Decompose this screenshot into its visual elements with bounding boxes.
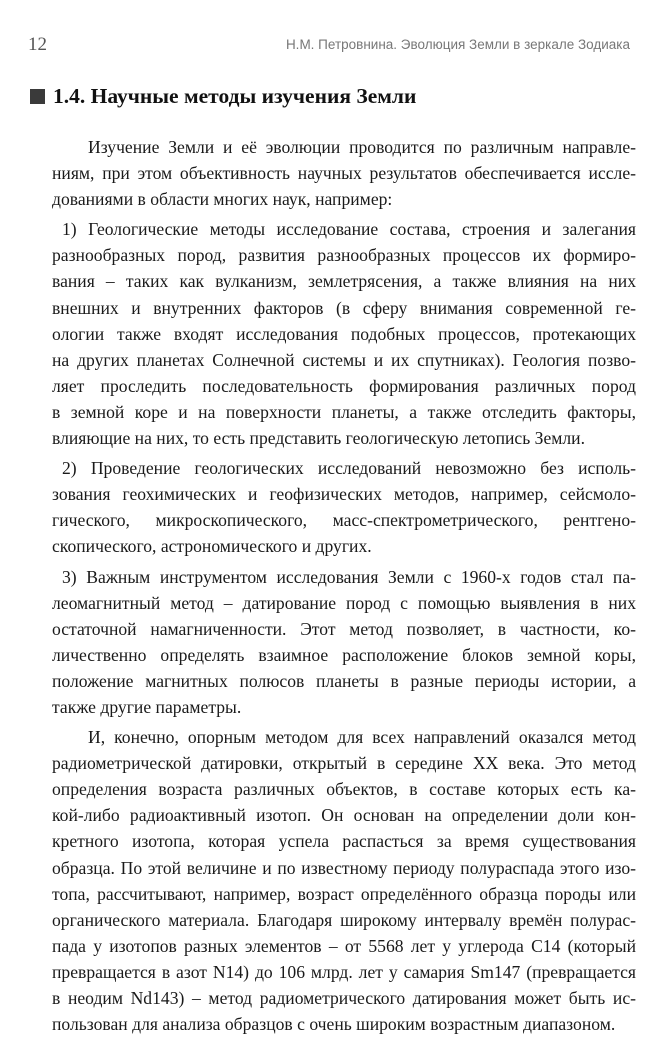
text-line: внешних и внутренних факторов (в сферу внимания современной ге-: [52, 297, 636, 318]
paragraph: [52, 134, 636, 212]
page-number: 12: [28, 34, 47, 55]
list-item: [52, 216, 636, 451]
text-line: образца. По этой величине и по известному периоду полураспада этого изо-: [52, 857, 636, 878]
text-line: дованиями в области многих наук, например:: [52, 189, 393, 210]
text-line: на других планетах Солнечной системы и их спутниках). Геология позво-: [52, 349, 636, 370]
text-line: радиометрической датировки, открытый в середине XX века. Это метод: [52, 753, 636, 774]
text-line: личественно определять взаимное расположение блоков земной коры,: [52, 644, 636, 665]
text-line: влияющие на них, то есть представить геологическую летопись Земли.: [52, 428, 586, 449]
text-line: ляет проследить последовательность формирования различных пород: [52, 375, 636, 396]
list-item: [52, 455, 636, 559]
list-item: [52, 564, 636, 721]
text-line: скопического, астрономического и других.: [52, 536, 372, 557]
text-line: кретного изотопа, которая успела распасться за время существования: [52, 831, 636, 852]
paragraph: [52, 724, 636, 1037]
text-line: определения возраста различных объектов, в составе которых есть ка-: [52, 779, 636, 800]
text-line: Изучение Земли и её эволюции проводится по различным направле-: [88, 137, 636, 157]
text-line: ологии также входят исследования подобных процессов, протекающих: [52, 323, 636, 344]
text-line: зования геохимических и геофизических методов, например, сейсмоло-: [52, 484, 636, 505]
text-line: в неодим Nd143) – метод радиометрического датирования может быть ис-: [52, 988, 636, 1008]
text-line: пада у изотопов разных элементов – от 5568 лет у углерода С14 (который: [52, 935, 636, 956]
text-line: пользован для анализа образцов с очень широким возрастным диапазоном.: [52, 1014, 616, 1035]
text-line: топа, рассчитывают, например, возраст определённого образца породы или: [52, 883, 636, 904]
text-line: остаточной намагниченности. Этот метод позволяет, в частности, ко-: [52, 618, 636, 639]
text-line: ниям, при этом объективность научных результатов обеспечивается иссле-: [52, 163, 636, 184]
text-line: превращается в азот N14) до 106 млрд. лет у самария Sm147 (превращается: [52, 961, 636, 982]
text-line: положение магнитных полюсов планеты в разные периоды истории, а: [52, 670, 636, 691]
section-heading: [30, 82, 416, 110]
section-title: 1.4. Научные методы изучения Земли: [53, 83, 417, 108]
text-line: кой-либо радиоактивный изотоп. Он основан на определении доли кон-: [52, 805, 636, 826]
square-bullet-icon: [30, 89, 45, 104]
text-line: 2) Проведение геологических исследований невозможно без исполь-: [62, 458, 636, 479]
running-head: Н.М. Петровнина. Эволюция Земли в зеркале Зодиака: [285, 37, 630, 52]
text-line: леомагнитный метод – датирование пород с помощью выявления в них: [52, 592, 636, 613]
text-line: разнообразных пород, развития разнообразных процессов их формиро-: [52, 245, 636, 266]
text-line: 3) Важным инструментом исследования Земли с 1960-х годов стал па-: [62, 566, 636, 587]
text-line: также другие параметры.: [52, 696, 242, 717]
page-body: [52, 134, 636, 1037]
text-line: вания – таких как вулканизм, землетрясения, а также влияния на них: [52, 271, 636, 292]
text-line: И, конечно, опорным методом для всех направлений оказался метод: [88, 727, 636, 748]
page-header: [28, 34, 630, 58]
text-line: органического материала. Благодаря широкому интервалу времён полурас-: [52, 909, 636, 930]
text-line: гического, микроскопического, масс-спектрометрического, рентгено-: [52, 510, 636, 531]
text-line: 1) Геологические методы исследование состава, строения и залегания: [62, 219, 636, 240]
text-line: в земной коре и на поверхности планеты, а также отследить факторы,: [52, 401, 636, 422]
